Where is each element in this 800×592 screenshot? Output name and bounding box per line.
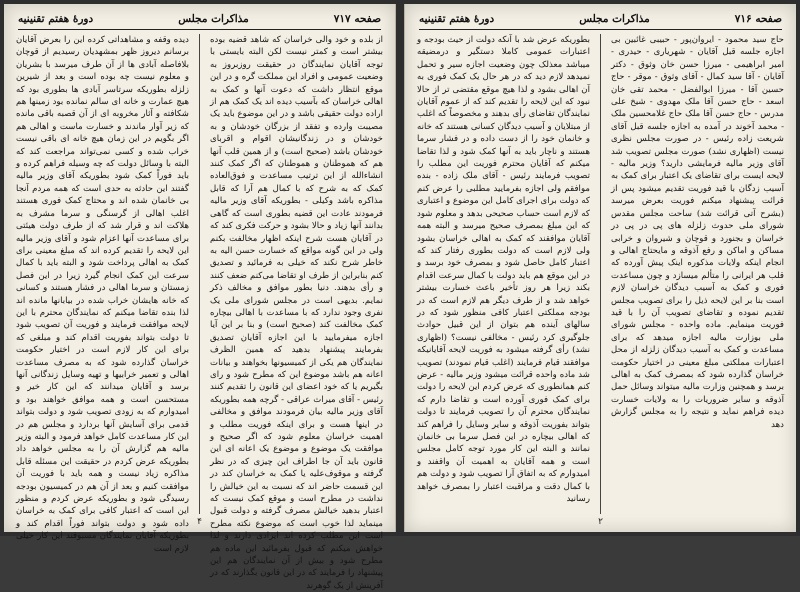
journal-title: مذاکرات مجلس <box>178 13 249 25</box>
text-columns <box>16 34 383 591</box>
column-left <box>417 34 590 514</box>
column-text: بطوریکه عرض شد با آنکه دولت از حیث بودجه و اعتبارات عمومی کاملا دستگیر و درمضیقه میباشد معذلک چون وضعیت اجازه سیر و تحمل نمیدهد لازم دید که در هر حال یک کمک فوری به آن اهالی بشود و لذا هیچ موقع مقتضی تر از حالا نبود که این لایحه را تقدیم کند که از عموم آقایان نمایندگان تقاضای رأی بدهند و مخصوصاً که اغلب از مبتلایان و آسیب دیدگان کسانی هستند که خانه و خانمان خود را از دست داده و در فشار سرما هستند و ناچار باید به آنها کمک شود و لذا تقاضا میکنم که آقایان محترم فوریت این مطلب را تصویب فرمایند رئیس - آقای ملک زاده - بنده موافقم ولی اجازه بفرمایید مطلبی را عرض کنم که دولت برای اجرای کامل این موضوع و اعتباری که لازم است حساب صحیحی بدهد و معلوم شود که این مبلغ بمصرف صحیح میرسد و البته همه آقایان موافقند که کمک به اهالی خراسان بشود ولی لازم است که دولت بطوری رفتار کند که اعتبار کامل حاصل شود و بمصرف خود برسد و در این موقع هم باید دولت با کمال سرعت اقدام بکند زیرا هر روز تأخیر باعث خسارت بیشتر خواهد شد و از طرف دیگر هم لازم است که در بودجه مملکتی اعتبار کافی منظور شود که در سالهای آینده هم بتوان از این قبیل حوادث جلوگیری کرد رئیس - مخالفی نیست؟ (اظهاری نشد) رأی گرفته میشود به فوریت لایحه آقایانیکه موافقند قیام فرمایند (اغلب قیام نمودند) تصویب شد ماده واحده قرائت میشود وزیر مالیه - عرض کنم همانطوری که عرض کردم این لایحه را دولت برای کمک فوری آورده است و تقاضا دارم که نمایندگان محترم آن را تصویب فرمایند تا دولت بتواند بفوریت آذوقه و سایر وسایل را فراهم کند که اهالی بیچاره در این فصل سرما بی خانمان نمانند و البته این کار مورد توجه کامل مجلس است و همه آقایان به اهمیت آن واقفند و امیدوارم که به اتفاق آرا تصویب شود و دولت هم با کمال دقت و مراقبت اعتبار را بمصرف خواهد رسانید <box>417 35 590 505</box>
page-717 <box>4 4 396 591</box>
header-rule <box>18 29 381 30</box>
page-label: صفحه ۷۱۷ <box>333 13 381 25</box>
column-right <box>611 34 784 514</box>
column-right <box>210 34 383 591</box>
session-label: دورهٔ هفتم تقنینیه <box>18 13 94 25</box>
column-left <box>16 34 189 554</box>
header-rule <box>419 29 782 30</box>
text-columns <box>417 34 784 514</box>
journal-title: مذاکرات مجلس <box>579 13 650 25</box>
page-header <box>419 10 782 28</box>
page-label: صفحه ۷۱۶ <box>734 13 782 25</box>
page-number: ۴ <box>197 517 202 527</box>
page-716 <box>404 4 796 532</box>
column-divider <box>199 34 200 514</box>
page-number: ۲ <box>598 517 603 527</box>
column-text: از بلده و خود والی خراسان که شاهد قضیه بوده بیشتر است و کمتر نیست لکن البته بایستی با توجه آقایان نمایندگان در حقیقت روزبروز به وضعیت عمومی و افراد این مملکت گره و در این موقع انتظار داشت که دعوت آنها و کمک به اهالی خراسان که بآسیب دیده اند یک کمک هم از اراده دولت حقیقی باشد و در این موضوع باید یک مصیبت وارده و تفقد از بزرگان خودشان و به خودشان و در زندگانیشان اقوام و اقربای خودشان باشد (صحیح است) و از همین قلب آنها هم که هموطنان و هموطنان که اگر کمک کنند انشاءالله از این ترتیب مساعدت و فوق‌العاده کمک که به شرح که با کمال هم آرا که قابل مذاکره باشد وکیلی - بطوریکه آقای وزیر مالیه فرمودند عادت این قضیه بطوری است که گاهی بدانند آنها زیاد و حالا بشود و حرکت فکری کند که در آقایان هست شرح اینکه اظهار مخالفت بکنم ولی در این گونه مواقع که خسارت حسن الیه به خاطر شرح نکند که خیلی به فرمائید و تصدیق کنم بنابراین از طرف او تقاضا می‌کنم ضعف کنند و رأی بدهند. دنیا بطور موافق و مخالف ذکر نمایم. بدیهی است در مجلس شورای ملی یک نفری وجود ندارد که با مساعدت با اهالی بیچاره کمک مخالفت کند (صحیح است) و بنا بر این آیا اجازه میفرمایید با این اجازه آقایان تصدیق بفرمایند پیشنهاد بدهید که همین الظرف نمایندگان هم یکی از کمیسیونها بخواهند و بیانات اعانه هم باشد موضوع این که مطرح شود و رای بگیریم یا که خود اعضای این قانون را تقدیم کنند رئیس - آقای میراث عراقی - گرچه همه بطوریکه آقای وزیر مالیه بیان فرمودند موافق و مخالفی در اینها هست و برای اینکه فوریت مطلب و اهمیت خراسان معلوم شود که اگر صحیح و موافقت یک موضوع و موضوع یک اعانه ای این قانون باید آن جا اطراف این چیزی که در نظر گرفته و موقوف‌علیه یا کمک به خراسان کند در این قسمت حاضر اند که نسبت به این خیالش را نداشت در مطرح است و موقع کمک نیست که اعتبار بدهید خیالش مصرف گرفته و دولت قبول مینماید لذا خوب است که موضوع نکته مطرح است این مطلب کرده اند ایرادی دارند و لذا خواهش میکنم که قبول بفرمائید این ماده هم مطرح شود و بیش از آن نمایندگان هم این پیشنهاد را فرمایند که در این قانون بگذارند که در آفرینش از یک گوهرند <box>210 35 383 591</box>
page-header <box>18 10 381 28</box>
column-text: حاج سید محمود - ایروان‌پور - حبیبی غائبین بی اجازه جلسه قبل آقایان - شهریاری - حیدری - امیر ابراهیمی - میرزا حسن خان وثوق - دکتر آقایان - آقا سید کمال - آقای وثوق - موقر - حاج حسین آقا - میرزا ابوالفضل - محمد تقی خان اسعد - حاج حسن آقا ملک مهدوی - شیخ علی مدرس - حاج حسن آقا ملک حاج غلامحسین ملک - محمد آخوند در آمده به اجازه جلسه قبل آقای شریعت زاده رئیس - در صورت مجلس نظری نیست (اظهاری نشد) صورت مجلس تصویب شد آقای وزیر مالیه فرمایشی دارید؟ وزیر مالیه - لایحه ایست برای تقاضای یک اعتبار برای کمک به آسیب زدگان با قید فوریت تقدیم میشود پس از قرائت پیشنهاد میکنم فوریت بعرض میرسد (بشرح آتی قرائت شد) ساحت مجلس مقدس شورای ملی حدوث زلزله های پی در پی در خراسان و بجنورد و قوچان و شیروان و خرابی مساکن و اماکن و رفع آذوقه و مایحتاج اهالی و انجام اینکه ولایات مذکوره اینک پیش آورده که قلب هر ایرانی را متألم میسازد و چون مساعدت فوری و کمک به آسیب دیدگان خراسان لازم است بنا بر این لایحه ذیل را برای تصویب مجلس تقدیم نموده و تقاضای تصویب آن را با قید فوریت مینمایم. ماده واحده - مجلس شورای ملی بوزارت مالیه اجازه میدهد که برای مساعدت و کمک به آسیب دیدگان زلزله از محل اعتبارات مملکتی مبلغ معینی در اختیار حکومت خراسان گذارده شود که بمصرف کمک به اهالی برسد و همچنین وزارت مالیه میتواند وسائل حمل آذوقه و سایر ضروریات را به ولایات خسارت دیده فراهم نماید و نتیجه را به مجلس گزارش دهد <box>611 35 784 430</box>
column-text: دیده وقفه و مشاهداتی کرده این را بعرض آقایان برسانم دیروز ظهر بمشهدیان رسیدیم از قوچان بلافاصله آبادی ها از آن طرف میرسد با بشریان و معلوم نیست چه بوده است و بعد از شیرین زلزله بطوریکه سرتاسر آبادی ها بطوری بود که هیچ عمارت و خانه ای سالم نمانده بود زمینها هم شکافته و آثار مخروبه ای از آن قصبه باقی مانده که زیر آوار ماندند و خسارت ماست و اهالی هم اگر بگویم در این زمان هیچ خانه ای باقی نیست خراب شده و کسی نمی‌تواند مراجعت کند که البته با وسائل دولت که چه وسیله فراهم کرده و باید فوراً کمک شود بطوریکه آقای وزیر مالیه گفتند این حادثه به حدی است که همه مردم آنجا بی خانمان شده اند و محتاج کمک فوری هستند اغلب اهالی از گرسنگی و سرما مشرف به هلاکت اند و قرار شد که از طرف دولت هیئتی برای مساعدت آنها اعزام شود و آقای وزیر مالیه این لایحه را تقدیم کرده اند که مبلغ معینی برای کمک به اهالی پرداخت شود و البته باید با کمال سرعت این کمک انجام گیرد زیرا در این فصل زمستان و سرما اهالی در فشار هستند و کسانی که خانه هایشان خراب شده در بیابانها مانده اند لذا بنده تقاضا میکنم که نمایندگان محترم با این لایحه موافقت فرمایند و فوریت آن تصویب شود تا دولت بتواند بفوریت اقدام کند و مبلغی که برای این کار لازم است در اختیار حکومت خراسان گذارده شود که به مصرف مساعدت اهالی و تعمیر خرابیها و تهیه وسایل زندگانی آنها برسد و آقایان میدانند که این کار خیر و مستحسن است و همه موافق خواهند بود و امیدوارم که به زودی تصویب شود و دولت بتواند قدمی برای آسایش آنها بردارد و مجلس هم در این کار مساعدت کامل خواهد فرمود و البته وزیر مالیه هم گزارش آن را به مجلس خواهد داد بطوریکه عرض کردم در حقیقت این مسئله قابل مذاکره زیاد نیست و همه باید با فوریت آن موافقت کنیم و بعد از آن هم در کمیسیون بودجه رسیدگی شود و بطوریکه عرض کردم و منظور این است که اعتبار کافی برای کمک به خراسان داده شود و دولت بتواند فوراً اقدام کند و بطوریکه آقایان نمایندگان مسبوقند این کار خیلی لازم است <box>16 35 189 554</box>
column-divider <box>600 34 601 514</box>
session-label: دورهٔ هفتم تقنینیه <box>419 13 495 25</box>
